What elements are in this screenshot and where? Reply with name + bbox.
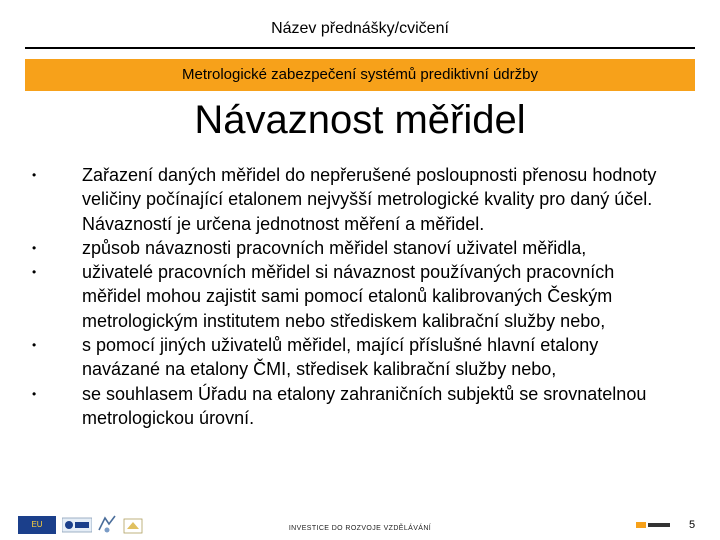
bullet-item bbox=[25, 163, 675, 236]
institution-logo-icon bbox=[630, 518, 675, 532]
course-title: Název přednášky/cvičení bbox=[271, 20, 449, 37]
bullet-icon: • bbox=[32, 265, 37, 280]
footer bbox=[0, 510, 720, 540]
bullet-text: Zařazení daných měřidel do nepřerušené posloupnosti přenosu hodnoty veličiny počínající etalonem nejvyšší metrologické kvality pro daný účel. Návazností je určena jednotnost měření a měřidel. bbox=[82, 165, 657, 234]
bullet-icon: • bbox=[32, 240, 37, 255]
bullet-icon: • bbox=[32, 386, 37, 401]
bullet-item bbox=[25, 236, 675, 260]
bullet-text: způsob návaznosti pracovních měřidel stanoví uživatel měřidla, bbox=[82, 237, 587, 258]
eu-logo-text: EU bbox=[31, 520, 43, 529]
bullet-list bbox=[25, 163, 675, 430]
bullet-icon: • bbox=[32, 338, 37, 353]
footer-caption: INVESTICE DO ROZVOJE VZDĚLÁVÁNÍ bbox=[288, 525, 432, 532]
slide-title: Návaznost měřidel bbox=[194, 98, 526, 142]
bullet-item bbox=[25, 333, 675, 382]
page-number: 5 bbox=[689, 519, 696, 531]
institution-logo bbox=[630, 518, 675, 532]
bullet-text: s pomocí jiných uživatelů měřidel, mající příslušné hlavní etalony navázané na etalony ČMI, středisek kalibrační služby nebo, bbox=[82, 335, 599, 380]
bullet-text: uživatelé pracovních měřidel si návaznost používaných pracovních měřidel mohou zajistit sami pomocí etalonů kalibrovaných Českým metrologickým institutem nebo střediskem kalibrační služby nebo, bbox=[82, 262, 615, 331]
header-divider bbox=[25, 47, 695, 49]
bullet-item bbox=[25, 260, 675, 333]
bullet-icon: • bbox=[32, 168, 37, 182]
topic-banner: Metrologické zabezpečení systémů prediktivní údržby bbox=[25, 59, 695, 91]
bullet-text: se souhlasem Úřadu na etalony zahraničních subjektů se srovnatelnou metrologickou úrovní. bbox=[82, 383, 647, 428]
bullet-item bbox=[25, 382, 675, 431]
